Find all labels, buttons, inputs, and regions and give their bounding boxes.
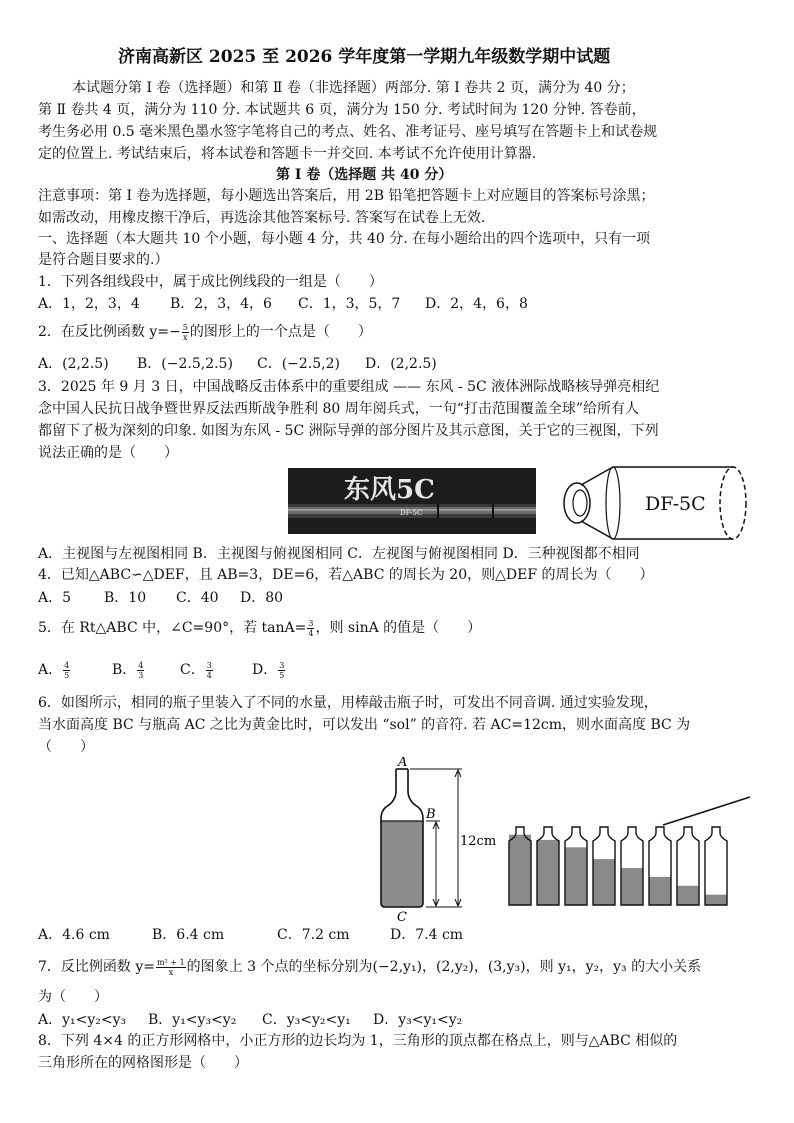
- q5-fraction: [307, 619, 314, 638]
- bottle-row: [505, 787, 760, 907]
- q1-option-b: B．2，3，4，6: [170, 296, 272, 312]
- q2-stem-post: 的图形上的一个点是（ ）: [189, 324, 372, 340]
- bottle-water: [593, 859, 615, 905]
- bottle: [537, 827, 559, 905]
- bottle-water: [705, 895, 727, 905]
- missile-photo: [288, 468, 536, 534]
- q7-frac-num: m² + 1: [157, 957, 185, 967]
- intro-line-3: 考生务必用 0.5 毫米黑色墨水签字笔将自己的考点、姓名、准考证号、座号填写在答题卡上和试卷规: [38, 124, 658, 140]
- q5-stem-pre: 5．在 Rt△ABC 中，∠C=90°，若 tanA=: [38, 620, 307, 636]
- q5-option-c-frac: [206, 661, 213, 680]
- q7-line-2: 为（ ）: [38, 989, 108, 1005]
- q2-fraction: [182, 323, 189, 342]
- trend-line: [663, 797, 750, 825]
- q3-line-4: 说法正确的是（ ）: [38, 445, 178, 461]
- q4-stem: 4．已知△ABC∽△DEF，且 AB=3，DE=6，若△ABC 的周长为 20，则△DEF 的周长为（ ）: [38, 567, 654, 583]
- bottle: [705, 827, 727, 905]
- q4-option-b: B．10: [104, 590, 147, 606]
- q3-options: A．主视图与左视图相同 B．主视图与俯视图相同 C．左视图与俯视图相同 D．三种视图都不相同: [38, 546, 640, 562]
- q7-stem: [38, 957, 701, 977]
- q5-option-c: [180, 660, 214, 680]
- q2-option-a: A．(2,2.5): [38, 356, 109, 372]
- q8-line-1: 8．下列 4×4 的正方形网格中，小正方形的边长均为 1，三角形的顶点都在格点上，则与△ABC 相似的: [38, 1033, 678, 1049]
- q5-option-d-frac: [278, 661, 285, 680]
- q6-option-d: D．7.4 cm: [390, 927, 464, 943]
- q5-option-a-frac: [63, 661, 70, 680]
- q8-line-2: 三角形所在的网格图形是（ ）: [38, 1055, 248, 1071]
- q5-option-a-den: 5: [64, 670, 70, 680]
- q5-option-d-label: D．: [252, 662, 278, 678]
- bottle-water: [649, 877, 671, 905]
- q7-option-d: D．y₃<y₁<y₂: [373, 1012, 463, 1028]
- q5-stem: [38, 618, 481, 638]
- q5-option-a-label: A．: [38, 662, 63, 678]
- intro-line-2: 第 Ⅱ 卷共 4 页，满分为 110 分. 本试题共 6 页，满分为 150 分. 考试时间为 120 分钟. 答卷前，: [38, 102, 646, 118]
- bottle: [565, 827, 587, 905]
- bottle: [649, 827, 671, 905]
- q2-option-b: B．(−2.5,2.5): [137, 356, 233, 372]
- q2-stem-pre: 2．在反比例函数 y=−: [38, 324, 181, 340]
- q7-option-a: A．y₁<y₂<y₃: [38, 1012, 127, 1028]
- q1-option-c: C．1，3，5，7: [298, 296, 401, 312]
- q5-option-c-num: 3: [206, 660, 212, 670]
- q5-option-b-label: B．: [112, 662, 137, 678]
- q6-line-3: （ ）: [38, 739, 94, 755]
- q7-stem-post: 的图象上 3 个点的坐标分别为(−2,y₁)，(2,y₂)，(3,y₃)，则 y₁，y₂，y₃ 的大小关系: [186, 959, 702, 975]
- bottle: [593, 827, 615, 905]
- q5-option-b: [112, 660, 145, 680]
- q5-option-c-den: 4: [206, 670, 212, 680]
- q2-option-d: D．(2,2.5): [365, 356, 437, 372]
- intro-line-1: 本试题分第 Ⅰ 卷（选择题）和第 Ⅱ 卷（非选择题）两部分. 第 Ⅰ 卷共 2 页，满分为 40 分；: [72, 80, 635, 96]
- bottle-diagram: [360, 757, 500, 922]
- q7-option-b: B．y₁<y₃<y₂: [148, 1012, 237, 1028]
- point-b-label: B: [426, 807, 436, 822]
- q5-option-a-num: 4: [64, 660, 70, 670]
- q2-stem: [38, 322, 372, 342]
- q3-line-1: 3．2025 年 9 月 3 日，中国战略反击体系中的重要组成 —— 东风 - 5C 液体洲际战略核导弹亮相纪: [38, 379, 660, 395]
- height-measure-label: 12cm: [460, 834, 497, 849]
- q2-frac-num: 5: [182, 322, 188, 332]
- point-c-label: C: [397, 910, 407, 922]
- q6-line-2: 当水面高度 BC 与瓶高 AC 之比为黄金比时，可以发出 “sol” 的音符. 若 AC=12cm，则水面高度 BC 为: [38, 717, 691, 733]
- page-title: 济南高新区 2025 至 2026 学年度第一学期九年级数学期中试题: [118, 47, 611, 67]
- q6-option-c: C．7.2 cm: [277, 927, 350, 943]
- notes-line-1: 注意事项：第 Ⅰ 卷为选择题，每小题选出答案后，用 2B 铅笔把答题卡上对应题目的答案标号涂黑；: [38, 188, 655, 204]
- q5-option-b-frac: [137, 661, 144, 680]
- q6-option-b: B．6.4 cm: [152, 927, 225, 943]
- missile-photo-title: 东风5C: [344, 475, 435, 505]
- bottle-outline: [705, 827, 727, 905]
- q2-frac-den: x: [183, 332, 188, 342]
- intro-line-4: 定的位置上. 考试结束后，将本试卷和答题卡一并交回. 本考试不允许使用计算器.: [38, 146, 537, 162]
- q5-option-b-den: 3: [138, 670, 144, 680]
- q5-option-c-label: C．: [180, 662, 205, 678]
- q4-option-d: D．80: [240, 590, 284, 606]
- point-a-label: A: [398, 757, 408, 770]
- missile-diagram: [555, 463, 755, 543]
- bottle-water: [677, 886, 699, 905]
- q5-frac-num: 3: [308, 618, 314, 628]
- q3-line-3: 都留下了极为深刻的印象. 如图为东风 - 5C 洲际导弹的部分图片及其示意图，关于它的三视图，下列: [38, 423, 659, 439]
- missile-photo-code: DF-5C: [400, 509, 423, 517]
- section-line-1: 一、选择题（本大题共 10 个小题，每小题 4 分，共 40 分. 在每小题给出的四个选项中，只有一项: [38, 231, 651, 247]
- q7-fraction: [156, 958, 186, 977]
- q5-option-d-den: 5: [279, 670, 285, 680]
- q5-option-d-num: 3: [279, 660, 285, 670]
- q6-line-1: 6．如图所示，相同的瓶子里装入了不同的水量，用棒敲击瓶子时，可发出不同音调. 通过实验发现，: [38, 695, 658, 711]
- bottle-water: [565, 847, 587, 905]
- q3-line-2: 念中国人民抗日战争暨世界反法西斯战争胜利 80 周年阅兵式，一句“打击范围覆盖全球”给所有人: [38, 401, 640, 417]
- q1-option-a: A．1，2，3，4: [38, 296, 140, 312]
- q1-option-d: D．2，4，6，8: [425, 296, 528, 312]
- q7-frac-den: x: [168, 967, 174, 977]
- part-heading: 第 Ⅰ 卷（选择题 共 40 分）: [276, 167, 453, 183]
- q5-stem-post: ，则 sinA 的值是（ ）: [315, 620, 482, 636]
- missile-diagram-label: DF-5C: [645, 493, 706, 515]
- bottle: [621, 827, 643, 905]
- bottle-water: [509, 835, 531, 905]
- q4-option-c: C．40: [176, 590, 219, 606]
- q2-option-c: C．(−2.5,2): [257, 356, 340, 372]
- q1-stem: 1．下列各组线段中，属于成比例线段的一组是（ ）: [38, 274, 383, 290]
- bottle: [509, 827, 531, 905]
- q5-option-d: [252, 660, 286, 680]
- bottle-water: [621, 868, 643, 905]
- q5-frac-den: 4: [308, 628, 314, 638]
- q5-option-b-num: 4: [138, 660, 144, 670]
- bottle: [677, 827, 699, 905]
- section-line-2: 是符合题目要求的.）: [38, 252, 169, 268]
- q6-option-a: A．4.6 cm: [38, 927, 110, 943]
- notes-line-2: 如需改动，用橡皮擦干净后，再选涂其他答案标号. 答案写在试卷上无效.: [38, 210, 486, 226]
- q7-stem-pre: 7．反比例函数 y=: [38, 959, 155, 975]
- q7-option-c: C．y₃<y₂<y₁: [262, 1012, 351, 1028]
- bottle-water: [537, 840, 559, 905]
- q4-option-a: A．5: [38, 590, 72, 606]
- q5-option-a: [38, 660, 71, 680]
